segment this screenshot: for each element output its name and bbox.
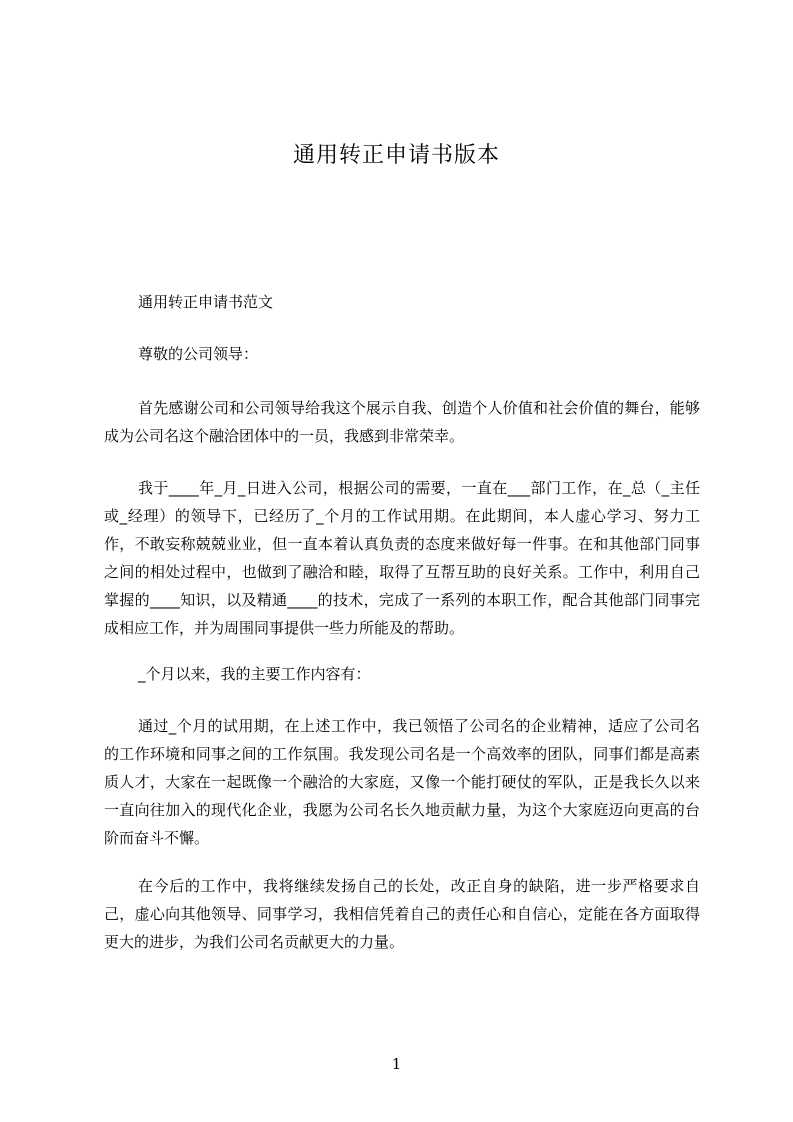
page-number: 1 [391, 1055, 402, 1073]
paragraph-2: 我于____年_月_日进入公司，根据公司的需要，一直在___部门工作，在_总（_主任或_经理）的领导下，已经历了_个月的工作试用期。在此期间，本人虚心学习、努力工作，不敢妄称兢兢业业，但一直本着认真负责的态度来做好每一件事。在和其他部门同事之间的相处过程中，也做到了融洽和睦，取得了互帮互助的良好关系。工作中，利用自己掌握的____知识，以及精通____的技术，完成了一系列的本职工作，配合其他部门同事完成相应工作，并为周围同事提供一些力所能及的帮助。 [104, 479, 700, 637]
paragraph-1: 首先感谢公司和公司领导给我这个展示自我、创造个人价值和社会价值的舞台，能够成为公司名这个融洽团体中的一员，我感到非常荣幸。 [104, 399, 700, 445]
paragraph-3: _个月以来，我的主要工作内容有： [138, 665, 371, 683]
salutation: 尊敬的公司领导： [138, 345, 259, 363]
paragraph-5: 在今后的工作中，我将继续发扬自己的长处，改正自身的缺陷，进一步严格要求自己，虚心向其他领导、同事学习，我相信凭着自己的责任心和自信心，定能在各方面取得更大的进步，为我们公司名贡献更大的力量。 [104, 877, 700, 951]
letter-heading: 通用转正申请书范文 [138, 293, 274, 311]
document-title: 通用转正申请书版本 [292, 143, 500, 168]
paragraph-4: 通过_个月的试用期，在上述工作中，我已领悟了公司名的企业精神，适应了公司名的工作环境和同事之间的工作氛围。我发现公司名是一个高效率的团队，同事们都是高素质人才，大家在一起既像一个融洽的大家庭，又像一个能打硬仗的军队，正是我长久以来一直向往加入的现代化企业，我愿为公司名长久地贡献力量，为这个大家庭迈向更高的台阶而奋斗不懈。 [104, 717, 700, 847]
